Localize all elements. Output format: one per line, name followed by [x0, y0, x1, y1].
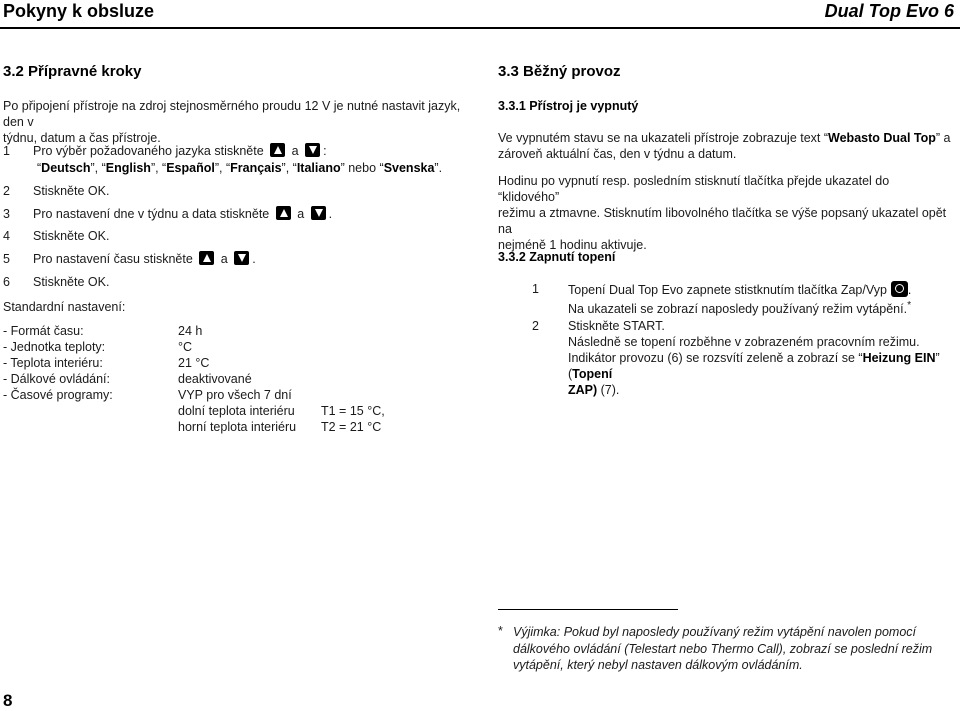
- header-title-right: Dual Top Evo 6: [824, 1, 954, 21]
- defaults-label: - Dálkové ovládání:: [3, 372, 111, 386]
- arrow-down-key-icon: [234, 251, 249, 265]
- defaults-title: Standardní nastavení:: [3, 300, 126, 314]
- language-espanol: Español: [166, 161, 215, 175]
- intro-line-2: týdnu, datum a čas přístroje.: [3, 131, 161, 145]
- section-title-3-2: 3.2 Přípravné kroky: [3, 63, 142, 80]
- paragraph-line: Následně se topení rozběhne v zobrazeném pracovním režimu.: [568, 335, 920, 349]
- text: (7).: [597, 383, 620, 397]
- separator: ”, “: [150, 161, 167, 175]
- defaults-row: [3, 339, 423, 355]
- separator: ” nebo “: [340, 161, 384, 175]
- step-text: Stiskněte OK.: [33, 229, 110, 243]
- quote: ”.: [434, 161, 443, 175]
- step-1: [3, 143, 327, 159]
- defaults-row: [3, 419, 423, 435]
- text: Na ukazateli se zobrazí naposledy používaný režim vytápění.: [568, 302, 908, 317]
- power-button-icon: [891, 281, 908, 297]
- defaults-row: [3, 371, 423, 387]
- defaults-value: VYP pro všech 7 dní: [178, 388, 292, 402]
- step-text: a: [220, 252, 228, 266]
- arrow-up-key-icon: [276, 206, 291, 220]
- footnote-line: dálkového ovládání (Telestart nebo Thermo Call), zobrazí se poslední režim: [513, 641, 933, 656]
- heater-step-2-number: 2: [532, 319, 539, 333]
- arrow-down-key-icon: [305, 143, 320, 157]
- paragraph-line: Hodinu po vypnutí resp. posledním stisknutí tlačítka přejde ukazatel do “klidového”: [498, 174, 890, 204]
- paragraph-line: nejméně 1 hodinu aktivuje.: [498, 238, 647, 252]
- step-text: Stiskněte OK.: [33, 184, 110, 198]
- quote: “: [37, 161, 42, 175]
- text: ” (: [568, 351, 940, 381]
- defaults-label: - Formát času:: [3, 324, 84, 338]
- footnote-marker: *: [498, 624, 503, 638]
- text: .: [907, 283, 912, 297]
- step-text: a: [291, 144, 299, 158]
- language-list: [37, 160, 442, 176]
- defaults-label: - Teplota interiéru:: [3, 356, 103, 370]
- defaults-value: deaktivované: [178, 372, 252, 386]
- language-francais: Français: [230, 161, 282, 175]
- text: Indikátor provozu (6) se rozsvítí zeleně a zobrazí se “: [568, 351, 863, 365]
- arrow-up-key-icon: [270, 143, 285, 157]
- paragraph-line: [568, 350, 953, 382]
- step-5: [3, 251, 256, 267]
- step-6: [3, 274, 109, 290]
- defaults-row: [3, 355, 423, 371]
- step-text: Pro nastavení dne v týdnu a data stiskněte: [33, 207, 270, 221]
- defaults-value: °C: [178, 340, 193, 354]
- product-name: Webasto Dual Top: [828, 131, 936, 145]
- defaults-label: - Časové programy:: [3, 388, 113, 402]
- display-text: ZAP): [568, 383, 598, 397]
- paragraph-line: [498, 130, 953, 146]
- language-svenska: Svenska: [383, 161, 435, 175]
- step-number: 3: [3, 207, 10, 221]
- language-english: English: [105, 161, 151, 175]
- paragraph-off-state: [498, 130, 953, 162]
- step-text: a: [297, 207, 305, 221]
- language-italiano: Italiano: [296, 161, 341, 175]
- intro-paragraph: [3, 98, 473, 146]
- step-2: [3, 183, 109, 199]
- defaults-value: T2 = 21 °C: [321, 420, 382, 434]
- heater-step-1-number: 1: [532, 282, 539, 296]
- step-text: Pro výběr požadovaného jazyka stiskněte: [33, 144, 264, 158]
- section-title-3-3: 3.3 Běžný provoz: [498, 63, 621, 80]
- step-number: 2: [3, 184, 10, 198]
- heater-step-1: [568, 281, 953, 317]
- separator: ”, “: [281, 161, 297, 175]
- arrow-up-key-icon: [199, 251, 214, 265]
- defaults-table: [3, 323, 423, 435]
- display-text: Heizung EIN: [862, 351, 936, 365]
- page-number: 8: [3, 691, 13, 710]
- heater-step-2: [568, 318, 953, 398]
- step-number: 5: [3, 252, 10, 266]
- defaults-row: [3, 387, 423, 403]
- step-text: Stiskněte OK.: [33, 275, 110, 289]
- defaults-value: 24 h: [178, 324, 203, 338]
- step-number: 1: [3, 144, 10, 158]
- subsection-title-3-3-1: 3.3.1 Přístroj je vypnutý: [498, 99, 639, 113]
- step-3: [3, 206, 332, 222]
- defaults-value: horní teplota interiéru: [178, 420, 297, 434]
- defaults-value: T1 = 15 °C,: [321, 404, 385, 418]
- step-4: [3, 228, 109, 244]
- step-text: Pro nastavení času stiskněte: [33, 252, 193, 266]
- paragraph-line: [568, 382, 953, 398]
- footnote-marker: *: [907, 300, 912, 311]
- text: Topení Dual Top Evo zapnete stistknutím tlačítka Zap/Vyp: [568, 283, 887, 297]
- text: ” a: [935, 131, 951, 145]
- paragraph-line: režimu a ztmavne. Stisknutím libovolného tlačítka se výše popsaný ukazatel opět na: [498, 206, 947, 236]
- footnote-line: Výjimka: Pokud byl naposledy používaný režim vytápění navolen pomocí: [513, 625, 916, 639]
- footnote: [513, 624, 953, 674]
- subsection-title-3-3-2: 3.3.2 Zapnutí topení: [498, 250, 616, 264]
- separator: ”, “: [214, 161, 231, 175]
- step-number: 6: [3, 275, 10, 289]
- paragraph-line: Stiskněte START.: [568, 319, 665, 333]
- defaults-row: [3, 403, 423, 419]
- separator: ”, “: [90, 161, 106, 175]
- arrow-down-key-icon: [311, 206, 326, 220]
- header-title-left: Pokyny k obsluze: [3, 1, 155, 21]
- paragraph-line: [568, 298, 953, 317]
- paragraph-standby: [498, 173, 953, 253]
- header-rule: [0, 27, 960, 29]
- step-text: .: [252, 252, 256, 266]
- defaults-row: [3, 323, 423, 339]
- intro-line-1: Po připojení přístroje na zdroj stejnosměrného proudu 12 V je nutné nastavit jazyk, den v: [3, 99, 461, 129]
- language-deutsch: Deutsch: [41, 161, 91, 175]
- defaults-label: - Jednotka teploty:: [3, 340, 106, 354]
- text: Ve vypnutém stavu se na ukazateli přístroje zobrazuje text “: [498, 131, 829, 145]
- paragraph-line: [568, 281, 953, 298]
- footnote-line: vytápění, který nebyl nastaven dálkovým ovládáním.: [513, 658, 803, 672]
- footnote-rule: [498, 609, 678, 610]
- defaults-value: dolní teplota interiéru: [178, 404, 295, 418]
- step-text: :: [323, 144, 327, 158]
- step-text: .: [328, 207, 333, 221]
- paragraph-line: zároveň aktuální čas, den v týdnu a datum.: [498, 147, 737, 161]
- defaults-value: 21 °C: [178, 356, 210, 370]
- step-number: 4: [3, 229, 10, 243]
- display-text: Topení: [572, 367, 613, 381]
